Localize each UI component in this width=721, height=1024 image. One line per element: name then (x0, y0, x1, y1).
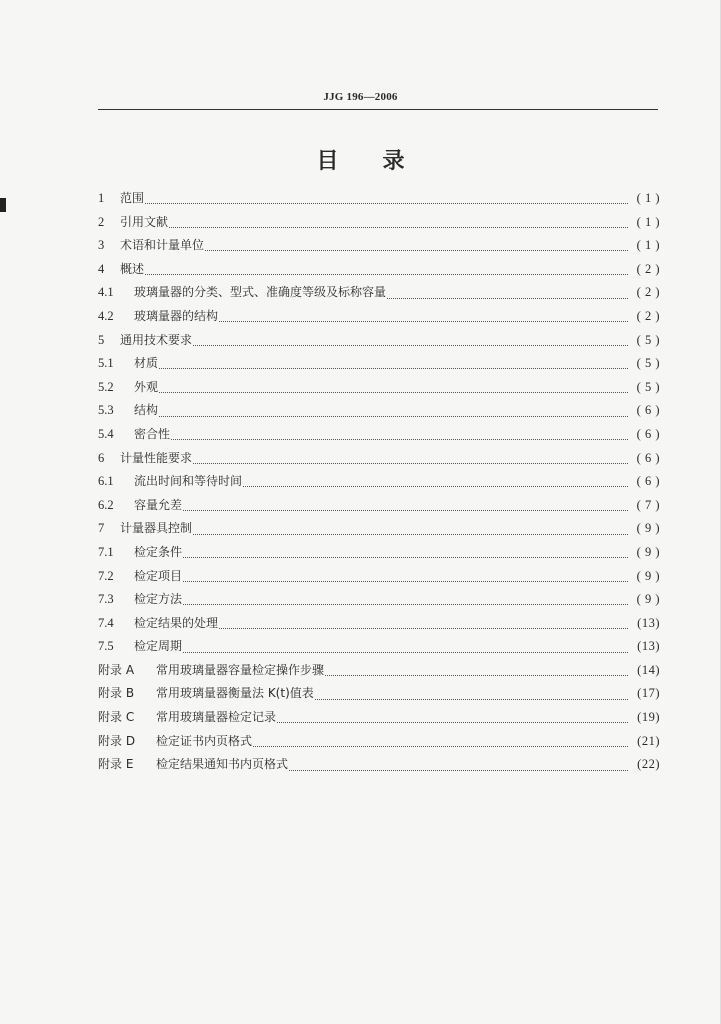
toc-entry-number: 5 (98, 332, 105, 347)
toc-entry-page: ( 2 ) (636, 261, 660, 276)
toc-entry (98, 590, 660, 614)
toc-entry (98, 684, 660, 708)
toc-entry-number: 附录 A (98, 662, 135, 677)
toc-entry-page: ( 6 ) (636, 403, 660, 418)
toc-entry (98, 519, 660, 543)
toc-leader-dots (219, 321, 628, 322)
toc-entry-label: 材质 (134, 356, 159, 371)
toc-entry-page: ( 6 ) (636, 474, 660, 489)
toc-entry (98, 637, 660, 661)
table-of-contents (98, 189, 660, 779)
toc-leader-dots (243, 486, 628, 487)
toc-entry-label: 引用文献 (120, 214, 169, 229)
toc-entry-number: 5.3 (98, 403, 114, 418)
toc-entry (98, 283, 660, 307)
toc-entry-page: ( 9 ) (636, 568, 660, 583)
toc-entry-label: 玻璃量器的结构 (134, 308, 219, 323)
toc-leader-dots (145, 203, 628, 204)
toc-entry-page: ( 2 ) (636, 308, 660, 323)
toc-entry (98, 472, 660, 496)
toc-entry-number: 7.4 (98, 615, 114, 630)
toc-entry-label: 计量性能要求 (120, 450, 193, 465)
toc-entry-label: 范围 (120, 191, 145, 205)
toc-entry-number: 4.2 (98, 308, 114, 323)
toc-entry-label: 常用玻璃量器容量检定操作步骤 (156, 662, 325, 677)
toc-entry-label: 检定结果通知书内页格式 (156, 757, 289, 772)
standard-code: JJG 196—2006 (323, 91, 398, 103)
toc-entry-label: 常用玻璃量器衡量法 K(t)值表 (156, 686, 314, 701)
toc-entry-number: 附录 C (98, 710, 135, 725)
toc-entry-page: ( 6 ) (636, 426, 660, 441)
toc-entry (98, 213, 660, 237)
toc-leader-dots (193, 463, 628, 464)
toc-entry (98, 354, 660, 378)
toc-leader-dots (183, 604, 628, 605)
toc-entry-label: 检定方法 (134, 592, 183, 607)
toc-entry-number: 附录 E (98, 757, 134, 772)
toc-entry-label: 术语和计量单位 (120, 238, 205, 253)
toc-entry-page: ( 5 ) (636, 356, 660, 371)
toc-leader-dots (315, 699, 628, 700)
toc-entry-number: 6.2 (98, 497, 114, 512)
toc-entry-number: 附录 B (98, 686, 135, 701)
toc-leader-dots (159, 416, 628, 417)
toc-entry-number: 7.5 (98, 639, 114, 654)
toc-leader-dots (159, 392, 628, 393)
toc-entry-number: 6.1 (98, 474, 114, 489)
toc-entry-number: 1 (98, 191, 105, 205)
toc-entry-label: 结构 (134, 403, 159, 418)
toc-entry-page: ( 1 ) (636, 214, 660, 229)
toc-leader-dots (325, 675, 628, 676)
toc-entry-page: ( 1 ) (636, 191, 660, 205)
toc-entry-page: ( 1 ) (636, 238, 660, 253)
toc-entry-label: 通用技术要求 (120, 332, 193, 347)
toc-leader-dots (145, 274, 628, 275)
toc-entry-page: ( 6 ) (636, 450, 660, 465)
page-title: 目录 (316, 149, 449, 174)
toc-entry-label: 概述 (120, 261, 145, 276)
toc-leader-dots (253, 746, 628, 747)
toc-entry-page: ( 5 ) (636, 332, 660, 347)
toc-entry-label: 计量器具控制 (120, 521, 193, 536)
toc-entry-page: (13) (637, 615, 660, 630)
toc-entry-number: 7 (98, 521, 105, 536)
toc-entry-label: 检定证书内页格式 (156, 733, 253, 748)
toc-entry (98, 331, 660, 355)
toc-entry-number: 5.1 (98, 356, 114, 371)
toc-leader-dots (171, 439, 628, 440)
toc-entry-number: 7.1 (98, 544, 114, 559)
toc-leader-dots (289, 770, 628, 771)
toc-leader-dots (205, 250, 628, 251)
toc-entry-number: 附录 D (98, 733, 136, 748)
toc-entry-page: ( 2 ) (636, 285, 660, 300)
toc-entry-number: 7.3 (98, 592, 114, 607)
toc-entry-page: ( 9 ) (636, 592, 660, 607)
toc-entry-label: 容量允差 (134, 497, 183, 512)
toc-entry (98, 614, 660, 638)
toc-entry-label: 外观 (134, 379, 159, 394)
toc-entry-number: 7.2 (98, 568, 114, 583)
toc-leader-dots (277, 722, 628, 723)
toc-entry-label: 检定周期 (134, 639, 183, 654)
toc-entry-number: 5.2 (98, 379, 114, 394)
toc-leader-dots (183, 581, 628, 582)
header-rule (98, 109, 658, 110)
toc-leader-dots (169, 227, 628, 228)
toc-entry-label: 检定结果的处理 (134, 615, 219, 630)
toc-entry-number: 2 (98, 214, 105, 229)
toc-entry-page: ( 9 ) (636, 544, 660, 559)
toc-entry (98, 236, 660, 260)
toc-entry (98, 307, 660, 331)
toc-entry (98, 260, 660, 284)
toc-entry-number: 4.1 (98, 285, 114, 300)
toc-entry (98, 189, 660, 213)
toc-leader-dots (387, 298, 628, 299)
toc-leader-dots (183, 510, 628, 511)
toc-entry (98, 496, 660, 520)
toc-entry (98, 567, 660, 591)
toc-entry (98, 755, 660, 779)
toc-entry (98, 449, 660, 473)
toc-entry-label: 常用玻璃量器检定记录 (156, 710, 277, 725)
toc-entry-label: 密合性 (134, 426, 171, 441)
toc-entry-label: 检定项目 (134, 568, 183, 583)
toc-entry-label: 玻璃量器的分类、型式、准确度等级及标称容量 (134, 285, 387, 300)
toc-entry (98, 401, 660, 425)
toc-entry-page: (14) (637, 662, 660, 677)
toc-entry-page: (21) (637, 733, 660, 748)
toc-leader-dots (159, 368, 628, 369)
toc-entry-number: 3 (98, 238, 105, 253)
toc-entry (98, 708, 660, 732)
toc-leader-dots (193, 345, 628, 346)
toc-entry-number: 4 (98, 261, 105, 276)
toc-leader-dots (183, 652, 628, 653)
toc-entry-page: (19) (637, 710, 660, 725)
toc-entry (98, 425, 660, 449)
toc-entry-page: (13) (637, 639, 660, 654)
toc-entry-page: ( 9 ) (636, 521, 660, 536)
toc-entry-label: 流出时间和等待时间 (134, 474, 243, 489)
toc-entry (98, 732, 660, 756)
toc-entry-page: ( 7 ) (636, 497, 660, 512)
toc-entry (98, 543, 660, 567)
toc-entry-label: 检定条件 (134, 544, 183, 559)
toc-leader-dots (183, 557, 628, 558)
toc-entry-number: 6 (98, 450, 105, 465)
toc-entry (98, 661, 660, 685)
scan-edge-mark (0, 198, 6, 212)
toc-entry-page: ( 5 ) (636, 379, 660, 394)
toc-leader-dots (193, 534, 628, 535)
toc-entry-page: (22) (637, 757, 660, 772)
toc-entry (98, 378, 660, 402)
toc-leader-dots (219, 628, 628, 629)
toc-entry-number: 5.4 (98, 426, 114, 441)
toc-entry-page: (17) (637, 686, 660, 701)
